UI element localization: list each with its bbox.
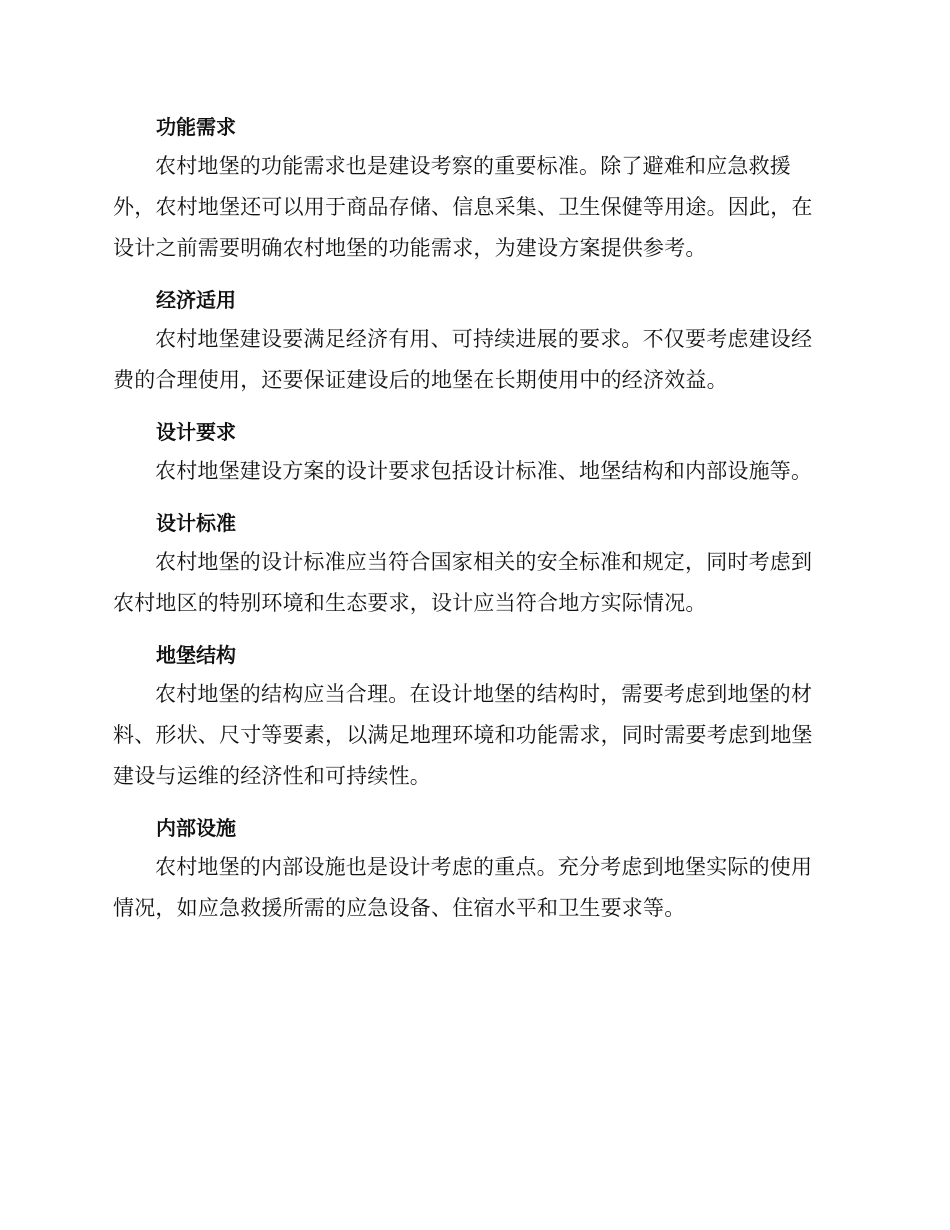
section-heading-design-requirements: 设计要求 <box>156 420 236 444</box>
section-heading-design-standards: 设计标准 <box>156 511 236 535</box>
section-heading-bunker-structure: 地堡结构 <box>156 643 236 667</box>
section-paragraph-bunker-structure: 农村地堡的结构应当合理。在设计地堡的结构时，需要考虑到地堡的材料、形状、尺寸等要素，以满足地理环境和功能需求，同时需要考虑到地堡建设与运维的经济性和可持续性。 <box>113 682 813 788</box>
section-paragraph-economy: 农村地堡建设要满足经济有用、可持续进展的要求。不仅要考虑建设经费的合理使用，还要保证建设后的地堡在长期使用中的经济效益。 <box>113 327 813 392</box>
section-gap <box>113 401 831 413</box>
section-paragraph-functional-requirements: 农村地堡的功能需求也是建设考察的重要标准。除了避难和应急救援外，农村地堡还可以用于商品存储、信息采集、卫生保健等用途。因此，在设计之前需要明确农村地堡的功能需求，为建设方案提供参考。 <box>113 154 813 260</box>
section-paragraph-interior-facilities: 农村地堡的内部设施也是设计考虑的重点。充分考虑到地堡实际的使用情况，如应急救援所需的应急设备、住宿水平和卫生要求等。 <box>113 855 813 920</box>
document-body <box>113 108 831 929</box>
section-paragraph-design-requirements: 农村地堡建设方案的设计要求包括设计标准、地堡结构和内部设施等。 <box>155 459 813 483</box>
section-gap <box>113 797 831 809</box>
section-gap <box>113 624 831 636</box>
section-heading-interior-facilities: 内部设施 <box>156 816 236 840</box>
section-heading-functional-requirements: 功能需求 <box>156 115 236 139</box>
section-gap <box>113 492 831 504</box>
section-paragraph-design-standards: 农村地堡的设计标准应当符合国家相关的安全标准和规定，同时考虑到农村地区的特别环境和生态要求，设计应当符合地方实际情况。 <box>113 550 813 615</box>
section-gap <box>113 269 831 281</box>
section-heading-economy: 经济适用 <box>156 288 236 312</box>
